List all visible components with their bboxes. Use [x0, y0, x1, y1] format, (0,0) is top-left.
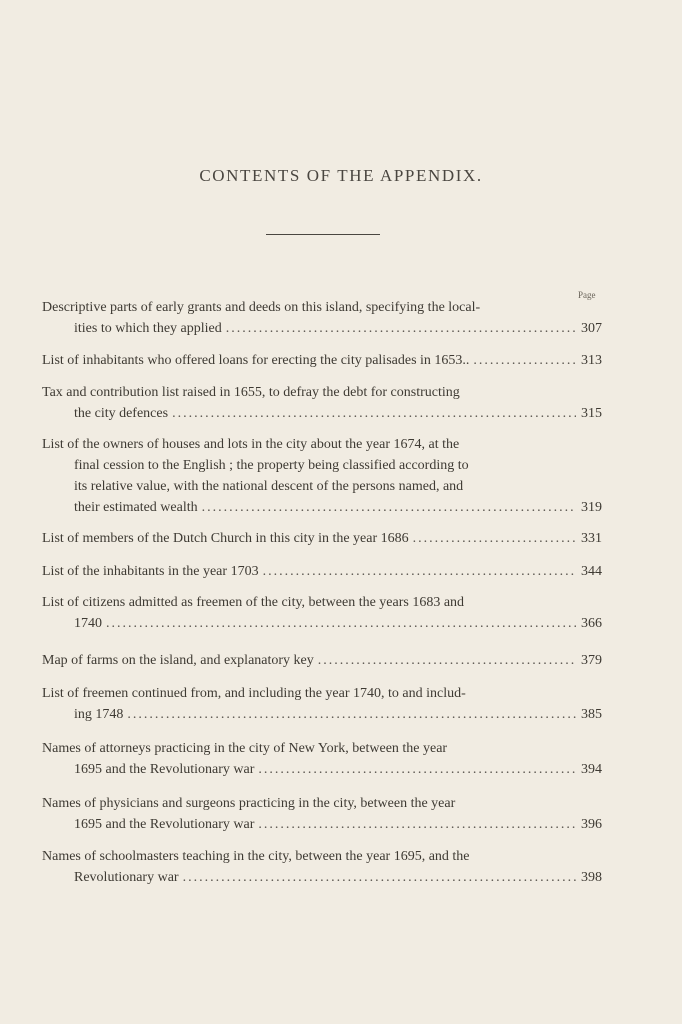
dot-leader: [106, 613, 576, 634]
toc-entry-text: 1740: [74, 616, 102, 631]
toc-page-number: 398: [581, 870, 602, 885]
title-rule: [266, 234, 380, 235]
dot-leader: [473, 350, 576, 371]
toc-entry: [42, 738, 602, 780]
toc-entry: [42, 297, 602, 339]
dot-leader: [263, 561, 576, 582]
dot-leader: [413, 528, 576, 549]
toc-entry-line: [42, 403, 602, 424]
toc-entry-text: List of members of the Dutch Church in this city in the year 1686: [42, 531, 409, 546]
toc-entry-text: final cession to the English ; the property being classified according to: [74, 458, 469, 473]
toc-entry-text: List of freemen continued from, and including the year 1740, to and includ-: [42, 686, 466, 701]
toc-page-number: 396: [581, 817, 602, 832]
toc-entry-text: List of inhabitants who offered loans for erecting the city palisades in 1653..: [42, 353, 470, 368]
toc-entry-line: [42, 561, 602, 582]
toc-page-number: 313: [581, 353, 602, 368]
toc-entry-line: [42, 297, 602, 318]
toc-entry-line: [42, 814, 602, 835]
toc-entry-text: its relative value, with the national descent of the persons named, and: [74, 479, 464, 494]
toc-entry-text: List of the inhabitants in the year 1703: [42, 564, 259, 579]
toc-entry-line: [42, 455, 602, 476]
toc-entry-text: Map of farms on the island, and explanatory key: [42, 653, 314, 668]
toc-page-number: 366: [581, 616, 602, 631]
toc-entry: [42, 592, 602, 634]
dot-leader: [172, 403, 576, 424]
toc-entry: [42, 846, 602, 888]
toc-entry-line: [42, 846, 602, 867]
dot-leader: [258, 814, 576, 835]
toc-entry-text: 1695 and the Revolutionary war: [74, 762, 255, 777]
toc-page-number: 394: [581, 762, 602, 777]
dot-leader: [318, 650, 576, 671]
toc-entry-text: ities to which they applied: [74, 321, 222, 336]
toc-entry: [42, 350, 602, 371]
toc-entry-line: [42, 434, 602, 455]
toc-entry-line: [42, 528, 602, 549]
toc-entry-line: [42, 759, 602, 780]
toc-entry-line: [42, 738, 602, 759]
toc-page-number: 315: [581, 406, 602, 421]
toc-entry-text: their estimated wealth: [74, 500, 198, 515]
toc-entry-line: [42, 318, 602, 339]
toc-entry-text: the city defences: [74, 406, 169, 421]
page-title: CONTENTS OF THE APPENDIX.: [199, 166, 483, 185]
toc-entry-text: ing 1748: [74, 707, 124, 722]
toc-entry-line: [42, 476, 602, 497]
toc-page-number: 379: [581, 653, 602, 668]
toc-entry-line: [42, 350, 602, 371]
toc-entry: [42, 561, 602, 582]
toc-entry: [42, 793, 602, 835]
toc-page-number: 331: [581, 531, 602, 546]
toc-entry-line: [42, 704, 602, 725]
toc-page-number: 307: [581, 321, 602, 336]
toc-entry-text: Names of schoolmasters teaching in the city, between the year 1695, and the: [42, 849, 470, 864]
toc-entry-line: [42, 683, 602, 704]
toc-entry-text: List of the owners of houses and lots in the city about the year 1674, at the: [42, 437, 460, 452]
toc-page-number: 344: [581, 564, 602, 579]
toc-entry: [42, 382, 602, 424]
dot-leader: [258, 759, 576, 780]
toc-entry-text: Names of attorneys practicing in the city of New York, between the year: [42, 741, 448, 756]
toc-entry: [42, 650, 602, 671]
toc-entry-line: [42, 793, 602, 814]
toc-entry: [42, 434, 602, 518]
toc-entry-text: Revolutionary war: [74, 870, 179, 885]
toc-entry-text: Tax and contribution list raised in 1655, to defray the debt for constructing: [42, 385, 460, 400]
toc-entry-text: 1695 and the Revolutionary war: [74, 817, 255, 832]
toc-page-number: 385: [581, 707, 602, 722]
toc-entry: [42, 528, 602, 549]
toc-entry-line: [42, 613, 602, 634]
dot-leader: [226, 318, 576, 339]
dot-leader: [127, 704, 576, 725]
toc-entry: [42, 683, 602, 725]
page-column-header: Page: [578, 290, 596, 300]
toc-page-number: 319: [581, 500, 602, 515]
toc-entry-line: [42, 382, 602, 403]
dot-leader: [202, 497, 576, 518]
toc-entry-text: Names of physicians and surgeons practicing in the city, between the year: [42, 796, 456, 811]
toc-entry-line: [42, 592, 602, 613]
toc-entry-line: [42, 867, 602, 888]
toc-entry-line: [42, 650, 602, 671]
dot-leader: [183, 867, 576, 888]
toc-entry-text: Descriptive parts of early grants and deeds on this island, specifying the local-: [42, 300, 481, 315]
toc-entry-text: List of citizens admitted as freemen of the city, between the years 1683 and: [42, 595, 465, 610]
toc-entry-line: [42, 497, 602, 518]
